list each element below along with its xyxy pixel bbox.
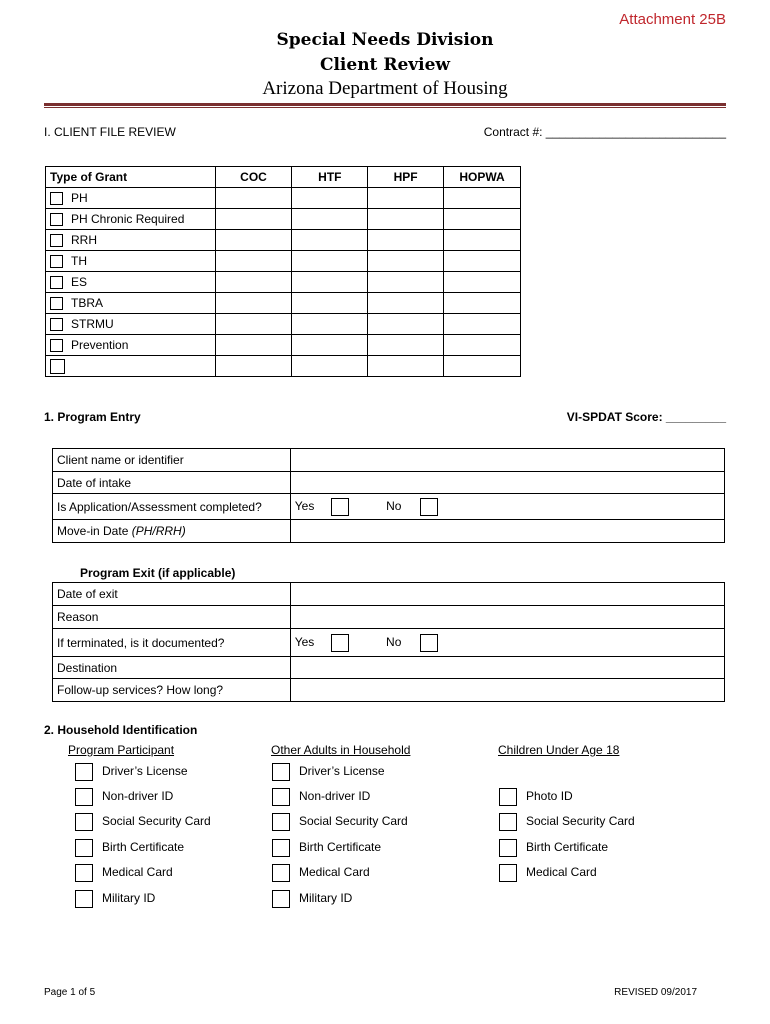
checkbox[interactable] (50, 255, 63, 268)
checkbox[interactable] (50, 339, 63, 352)
htf-cell[interactable] (292, 230, 368, 251)
row-label: Date of exit (53, 583, 291, 606)
children-header: Children Under Age 18 (498, 743, 620, 757)
htf-cell[interactable] (292, 356, 368, 377)
coc-cell[interactable] (215, 209, 292, 230)
destination-input[interactable] (290, 657, 724, 679)
grant-cell (46, 293, 216, 314)
follow-up-input[interactable] (290, 679, 724, 702)
grant-cell (46, 188, 216, 209)
checkbox[interactable] (50, 276, 63, 289)
hpf-cell[interactable] (368, 272, 444, 293)
grant-label: PH (71, 190, 88, 205)
revised-date: REVISED 09/2017 (614, 987, 697, 998)
grant-label: PH Chronic Required (71, 211, 185, 226)
adults-medical-card[interactable] (272, 864, 370, 882)
item-label: Social Security Card (299, 814, 408, 829)
date-of-intake-input[interactable] (290, 472, 724, 494)
grant-cell (46, 335, 216, 356)
hpf-cell[interactable] (368, 230, 444, 251)
grant-row-prevention (46, 335, 521, 356)
item-label: Military ID (102, 891, 156, 906)
checkbox[interactable] (499, 788, 517, 806)
table-row (53, 679, 725, 702)
checkbox[interactable] (272, 839, 290, 857)
grant-row-es (46, 272, 521, 293)
participant-non-driver-id[interactable] (75, 788, 173, 806)
item-label: Birth Certificate (299, 840, 382, 855)
title-client-review: Client Review (319, 55, 451, 75)
grant-row-ph (46, 188, 521, 209)
no-checkbox[interactable] (420, 498, 438, 516)
item-label: Non-driver ID (299, 789, 371, 804)
item-label: Driver’s License (102, 764, 188, 779)
grant-row-other (46, 356, 521, 377)
table-row (53, 629, 725, 657)
grant-cell (46, 314, 216, 335)
item-label: Birth Certificate (526, 840, 609, 855)
checkbox[interactable] (499, 864, 517, 882)
grant-cell (46, 230, 216, 251)
table-row (53, 520, 725, 543)
header-divider-thin (44, 107, 726, 108)
attachment-label: Attachment 25B (619, 11, 726, 28)
grant-cell (46, 251, 216, 272)
application-completed-cell (290, 494, 724, 520)
yes-label: Yes (294, 634, 315, 649)
grant-label: RRH (71, 232, 97, 247)
coc-cell[interactable] (215, 272, 292, 293)
column-header-htf: HTF (292, 167, 368, 188)
section-client-file-review-heading: I. CLIENT FILE REVIEW (44, 125, 176, 139)
coc-cell[interactable] (215, 293, 292, 314)
item-label: Birth Certificate (102, 840, 185, 855)
item-label: Military ID (299, 891, 353, 906)
contract-number-field[interactable]: Contract #: ___________________________ (483, 125, 726, 139)
title-division: Special Needs Division (276, 30, 494, 50)
column-header-hpf: HPF (368, 167, 444, 188)
column-header-coc: COC (215, 167, 292, 188)
coc-cell[interactable] (215, 335, 292, 356)
hopwa-cell[interactable] (444, 230, 521, 251)
grant-row-tbra (46, 293, 521, 314)
checkbox[interactable] (50, 213, 63, 226)
header-divider (44, 103, 726, 106)
checkbox[interactable] (272, 813, 290, 831)
grant-row-strmu (46, 314, 521, 335)
checkbox[interactable] (75, 890, 93, 908)
hopwa-cell[interactable] (444, 272, 521, 293)
table-row (53, 472, 725, 494)
hopwa-cell[interactable] (444, 356, 521, 377)
htf-cell[interactable] (292, 293, 368, 314)
terminated-documented-cell (290, 629, 724, 657)
participant-military-id[interactable] (75, 890, 155, 908)
grant-label: TBRA (71, 295, 104, 310)
participant-birth-certificate[interactable] (75, 839, 184, 857)
table-row (53, 606, 725, 629)
adults-military-id[interactable] (272, 890, 352, 908)
checkbox[interactable] (272, 763, 290, 781)
item-label: Photo ID (526, 789, 573, 804)
children-social-security-card[interactable] (499, 813, 635, 831)
date-of-exit-input[interactable] (290, 583, 724, 606)
grant-type-header: Type of Grant (46, 167, 216, 188)
item-label: Non-driver ID (102, 789, 174, 804)
hopwa-cell[interactable] (444, 293, 521, 314)
adults-drivers-license[interactable] (272, 763, 385, 781)
move-in-label: Move-in Date (57, 524, 132, 538)
page-number: Page 1 of 5 (44, 987, 96, 998)
adults-non-driver-id[interactable] (272, 788, 370, 806)
reason-input[interactable] (290, 606, 724, 629)
program-entry-heading: 1. Program Entry (44, 410, 141, 424)
program-entry-table (52, 448, 725, 543)
yes-checkbox[interactable] (331, 634, 349, 652)
title-department: Arizona Department of Housing (262, 78, 508, 99)
other-adults-header: Other Adults in Household (271, 743, 411, 757)
hopwa-cell[interactable] (444, 335, 521, 356)
checkbox[interactable] (50, 318, 63, 331)
coc-cell[interactable] (215, 230, 292, 251)
htf-cell[interactable] (292, 335, 368, 356)
move-in-date-input[interactable] (290, 520, 724, 543)
table-row (53, 583, 725, 606)
hopwa-cell[interactable] (444, 209, 521, 230)
hpf-cell[interactable] (368, 335, 444, 356)
table-row (53, 657, 725, 679)
adults-birth-certificate[interactable] (272, 839, 381, 857)
row-label: Follow-up services? How long? (53, 679, 291, 702)
hpf-cell[interactable] (368, 188, 444, 209)
row-label: Client name or identifier (53, 449, 291, 472)
item-label: Medical Card (102, 865, 173, 880)
table-row (53, 494, 725, 520)
item-label: Social Security Card (102, 814, 211, 829)
checkbox[interactable] (75, 763, 93, 781)
no-label: No (386, 634, 402, 649)
row-label: If terminated, is it documented? (53, 629, 291, 657)
hopwa-cell[interactable] (444, 251, 521, 272)
vi-spdat-score-field[interactable]: VI-SPDAT Score: _________ (566, 410, 726, 424)
hpf-cell[interactable] (368, 356, 444, 377)
program-exit-table (52, 582, 725, 702)
column-header-hopwa: HOPWA (444, 167, 521, 188)
checkbox[interactable] (75, 813, 93, 831)
htf-cell[interactable] (292, 209, 368, 230)
checkbox[interactable] (50, 234, 63, 247)
yes-checkbox[interactable] (331, 498, 349, 516)
row-label: Date of intake (53, 472, 291, 494)
htf-cell[interactable] (292, 188, 368, 209)
coc-cell[interactable] (215, 251, 292, 272)
checkbox[interactable] (50, 359, 65, 374)
children-medical-card[interactable] (499, 864, 597, 882)
grant-label: STRMU (71, 316, 114, 331)
coc-cell[interactable] (215, 356, 292, 377)
no-label: No (386, 498, 402, 513)
move-in-suffix: (PH/RRH) (131, 524, 186, 538)
hpf-cell[interactable] (368, 251, 444, 272)
item-label: Social Security Card (526, 814, 635, 829)
hopwa-cell[interactable] (444, 188, 521, 209)
item-label: Driver’s License (299, 764, 385, 779)
htf-cell[interactable] (292, 272, 368, 293)
hopwa-cell[interactable] (444, 314, 521, 335)
program-participant-header: Program Participant (68, 743, 175, 757)
row-label: Is Application/Assessment completed? (53, 494, 291, 520)
item-label: Medical Card (526, 865, 597, 880)
participant-medical-card[interactable] (75, 864, 173, 882)
coc-cell[interactable] (215, 314, 292, 335)
checkbox[interactable] (499, 839, 517, 857)
hpf-cell[interactable] (368, 293, 444, 314)
grant-row-rrh (46, 230, 521, 251)
adults-social-security-card[interactable] (272, 813, 408, 831)
participant-social-security-card[interactable] (75, 813, 211, 831)
grant-type-table (45, 166, 521, 377)
checkbox[interactable] (272, 864, 290, 882)
grant-label: TH (71, 253, 87, 268)
row-label: Destination (53, 657, 291, 679)
table-row (53, 449, 725, 472)
row-label (53, 520, 291, 543)
program-exit-heading: Program Exit (if applicable) (80, 566, 236, 580)
checkbox[interactable] (272, 890, 290, 908)
checkbox[interactable] (75, 788, 93, 806)
grant-row-th (46, 251, 521, 272)
grant-table-header (46, 167, 521, 188)
hpf-cell[interactable] (368, 314, 444, 335)
row-label: Reason (53, 606, 291, 629)
coc-cell[interactable] (215, 188, 292, 209)
checkbox[interactable] (499, 813, 517, 831)
hpf-cell[interactable] (368, 209, 444, 230)
children-photo-id[interactable] (499, 788, 573, 806)
checkbox[interactable] (75, 839, 93, 857)
client-name-input[interactable] (290, 449, 724, 472)
checkbox[interactable] (50, 297, 63, 310)
item-label: Medical Card (299, 865, 370, 880)
checkbox[interactable] (272, 788, 290, 806)
yes-label: Yes (294, 498, 315, 513)
grant-label: ES (71, 274, 88, 289)
grant-cell (46, 209, 216, 230)
grant-cell (46, 272, 216, 293)
checkbox[interactable] (75, 864, 93, 882)
htf-cell[interactable] (292, 251, 368, 272)
checkbox[interactable] (50, 192, 63, 205)
children-birth-certificate[interactable] (499, 839, 608, 857)
htf-cell[interactable] (292, 314, 368, 335)
participant-drivers-license[interactable] (75, 763, 188, 781)
grant-label: Prevention (71, 337, 129, 352)
household-heading: 2. Household Identification (44, 723, 198, 737)
grant-cell (46, 356, 216, 377)
grant-row-ph-chronic (46, 209, 521, 230)
no-checkbox[interactable] (420, 634, 438, 652)
